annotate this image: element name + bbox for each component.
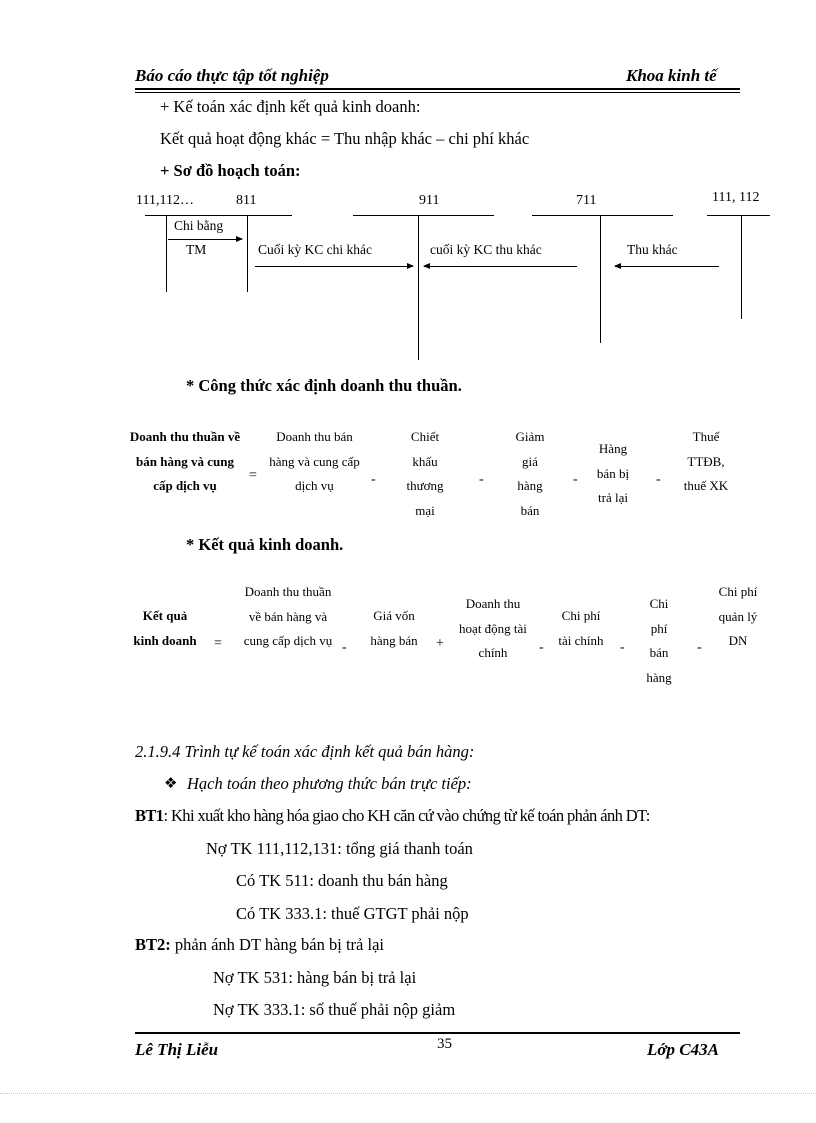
account-711: 711 bbox=[576, 193, 597, 208]
label-chi-bang: Chi bằng bbox=[174, 218, 224, 233]
formula2-term-4: Chi phí tài chính bbox=[558, 608, 604, 648]
bt2-line bbox=[135, 935, 384, 955]
bt1-credit-511: Có TK 511: doanh thu bán hàng bbox=[236, 871, 448, 890]
account-811: 811 bbox=[236, 193, 257, 208]
t-bar-811 bbox=[145, 215, 292, 216]
bullet-text: Hạch toán theo phương thức bán trực tiếp: bbox=[187, 774, 472, 793]
formula1-term-4: Hàng bán bị trả lại bbox=[596, 441, 630, 505]
t-stem-111-right bbox=[741, 215, 742, 319]
t-bar-711 bbox=[532, 215, 673, 216]
bt1-text: : Khi xuất kho hàng hóa giao cho KH căn cứ vào chứng từ kế toán phản ánh DT: bbox=[163, 806, 650, 825]
formula1-op-3: - bbox=[573, 472, 578, 487]
header-left: Báo cáo thực tập tốt nghiệp bbox=[135, 66, 329, 85]
header-right: Khoa kinh tế bbox=[626, 66, 717, 85]
formula1-op-4: - bbox=[656, 472, 661, 487]
formula1-result: Doanh thu thuần về bán hàng và cung cấp dịch vụ bbox=[129, 429, 241, 493]
arrow-chi-bang-tm bbox=[168, 239, 242, 240]
t-stem-711 bbox=[600, 215, 601, 343]
arrow-kc-thu-khac bbox=[424, 266, 577, 267]
header-rule-thin bbox=[135, 92, 740, 93]
bt2-debit-531: Nợ TK 531: hàng bán bị trả lại bbox=[213, 968, 417, 987]
formula2-eq: = bbox=[214, 636, 222, 651]
formula1-title: * Công thức xác định doanh thu thuần. bbox=[186, 376, 462, 395]
header-rule bbox=[135, 88, 740, 90]
account-111-112-left: 111,112… bbox=[136, 193, 194, 208]
account-911: 911 bbox=[419, 193, 440, 208]
formula2-title: * Kết quả kinh doanh. bbox=[186, 535, 344, 554]
formula1-op-2: - bbox=[479, 472, 484, 487]
formula1-term-2: Chiết khấu thương mại bbox=[406, 429, 444, 518]
formula2-term-2: Giá vốn hàng bán bbox=[370, 608, 418, 648]
bt1-line bbox=[135, 806, 650, 826]
footer-rule bbox=[135, 1032, 740, 1034]
formula1-term-3: Giảm giá hàng bán bbox=[515, 429, 545, 518]
bt1-label: BT1 bbox=[135, 806, 164, 825]
section-heading: 2.1.9.4 Trình tự kế toán xác định kết quả bán hàng: bbox=[135, 742, 475, 761]
formula1-op-1: - bbox=[371, 472, 376, 487]
bullet-icon: ❖ bbox=[164, 774, 178, 792]
bt2-debit-3331: Nợ TK 333.1: số thuế phải nộp giảm bbox=[213, 1000, 456, 1019]
formula2-term-3: Doanh thu hoạt động tài chính bbox=[459, 596, 527, 660]
t-stem-111-left bbox=[166, 215, 167, 292]
t-bar-111-right bbox=[707, 215, 770, 216]
t-bar-911 bbox=[353, 215, 494, 216]
bt2-text: phản ánh DT hàng bán bị trả lại bbox=[170, 935, 384, 954]
formula2-result: Kết quả kinh doanh bbox=[133, 608, 197, 648]
t-stem-911 bbox=[418, 215, 419, 360]
intro-line-1: + Kế toán xác định kết quả kinh doanh: bbox=[160, 97, 421, 116]
intro-line-3: + Sơ đồ hoạch toán: bbox=[160, 161, 301, 180]
formula2-term-1: Doanh thu thuần về bán hàng và cung cấp dịch vụ bbox=[243, 584, 333, 648]
formula2-term-6: Chi phí quản lý DN bbox=[718, 584, 758, 648]
label-tm: TM bbox=[186, 242, 207, 257]
label-kc-thu-khac: cuối kỳ KC thu khác bbox=[430, 242, 542, 257]
footer-class: Lớp C43A bbox=[647, 1040, 719, 1059]
formula1-term-1: Doanh thu bán hàng và cung cấp dịch vụ bbox=[269, 429, 360, 493]
formula2-op-4: - bbox=[620, 640, 625, 655]
arrow-thu-khac bbox=[615, 266, 719, 267]
account-111-112-right: 111, 112 bbox=[712, 190, 760, 205]
t-stem-811 bbox=[247, 215, 248, 292]
formula2-op-2: + bbox=[436, 636, 444, 651]
label-thu-khac: Thu khác bbox=[627, 242, 678, 257]
footer-author: Lê Thị Liễu bbox=[135, 1040, 219, 1059]
formula1-term-5: Thuế TTĐB, thuế XK bbox=[683, 429, 729, 493]
page-bottom-dotted bbox=[0, 1093, 816, 1095]
formula2-op-3: - bbox=[539, 640, 544, 655]
formula1-eq: = bbox=[249, 468, 257, 483]
bt2-label: BT2: bbox=[135, 935, 171, 954]
formula2-op-1: - bbox=[342, 640, 347, 655]
intro-line-2: Kết quả hoạt động khác = Thu nhập khác – chi phí khác bbox=[160, 129, 530, 148]
label-kc-chi-khac: Cuối kỳ KC chi khác bbox=[258, 242, 372, 257]
formula2-term-5: Chi phí bán hàng bbox=[646, 596, 672, 685]
arrow-kc-chi-khac bbox=[255, 266, 413, 267]
bt1-credit-3331: Có TK 333.1: thuế GTGT phải nộp bbox=[236, 904, 469, 923]
formula2-op-5: - bbox=[697, 640, 702, 655]
page-number: 35 bbox=[437, 1036, 452, 1052]
bt1-debit: Nợ TK 111,112,131: tổng giá thanh toán bbox=[206, 839, 473, 858]
